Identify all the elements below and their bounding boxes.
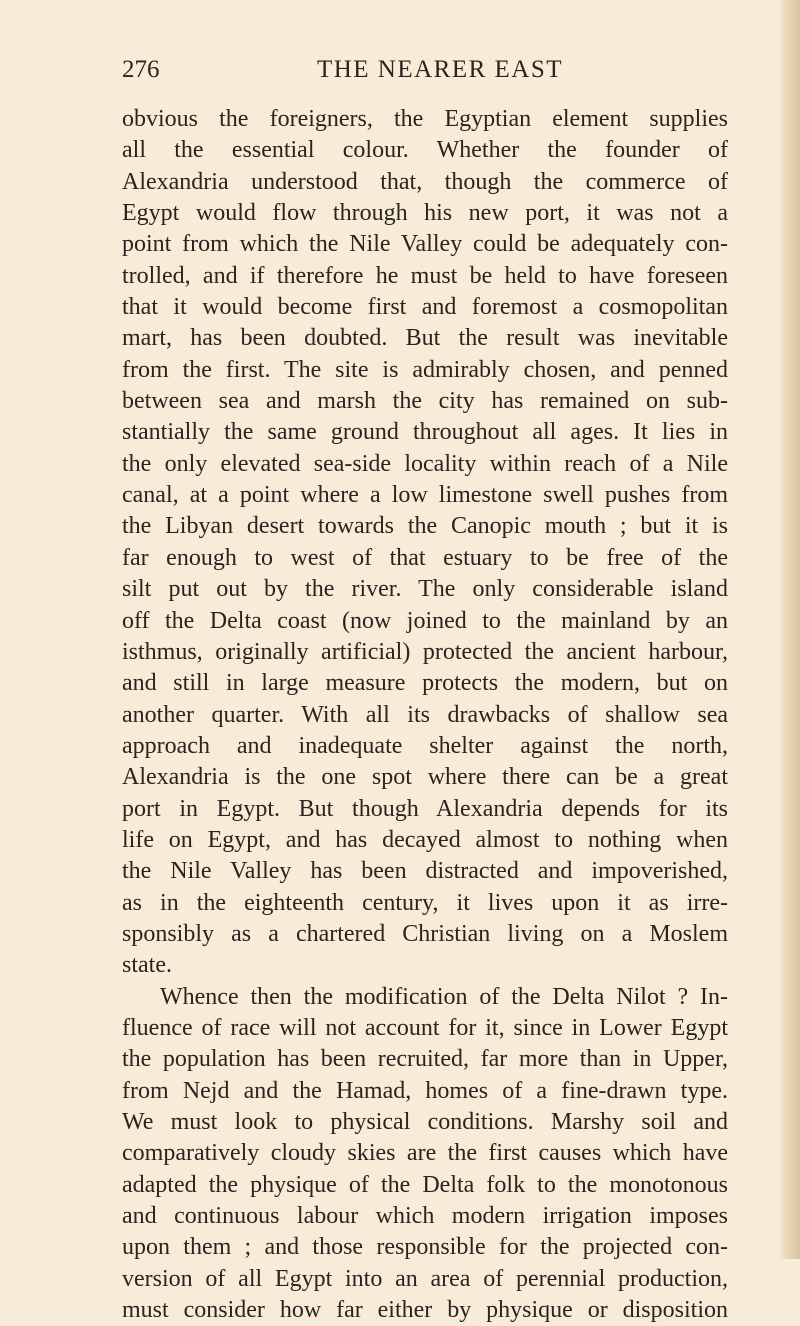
text-line: silt put out by the river. The only considerable island: [122, 576, 728, 603]
text-line: fluence of race will not account for it, since in Lower Egypt: [122, 1014, 728, 1041]
text-line: version of all Egypt into an area of perennial production,: [122, 1265, 728, 1292]
text-line: and still in large measure protects the modern, but on: [122, 670, 728, 697]
page-header: [122, 56, 728, 90]
text-line: the Libyan desert towards the Canopic mouth ; but it is: [122, 513, 728, 540]
text-line: trolled, and if therefore he must be held to have foreseen: [122, 262, 728, 289]
text-line: point from which the Nile Valley could be adequately con-: [122, 231, 728, 258]
text-line: off the Delta coast (now joined to the mainland by an: [122, 607, 728, 634]
text-line: between sea and marsh the city has remained on sub-: [122, 388, 728, 415]
text-line: We must look to physical conditions. Marshy soil and: [122, 1109, 728, 1135]
text-line: as in the eighteenth century, it lives upon it as irre-: [122, 889, 728, 916]
text-line: canal, at a point where a low limestone swell pushes from: [122, 482, 728, 509]
text-line: Whence then the modification of the Delta Nilot ? In-: [160, 983, 728, 1010]
text-line: life on Egypt, and has decayed almost to nothing when: [122, 826, 728, 853]
running-title: THE NEARER EAST: [316, 56, 564, 83]
text-line: comparatively cloudy skies are the first causes which have: [122, 1140, 728, 1167]
text-line: the Nile Valley has been distracted and impoverished,: [122, 858, 728, 885]
text-line: Egypt would flow through his new port, it was not a: [122, 200, 728, 227]
text-line: and continuous labour which modern irrigation imposes: [122, 1203, 728, 1230]
text-line: that it would become first and foremost a cosmopolitan: [122, 294, 728, 321]
text-line: Alexandria is the one spot where there can be a great: [122, 764, 728, 791]
text-line: upon them ; and those responsible for the projected con-: [122, 1234, 728, 1261]
text-line: stantially the same ground throughout all ages. It lies in: [122, 419, 728, 446]
text-line: port in Egypt. But though Alexandria depends for its: [122, 795, 728, 822]
text-line: adapted the physique of the Delta folk to the monotonous: [122, 1171, 728, 1198]
text-line: the population has been recruited, far more than in Upper,: [122, 1046, 728, 1073]
text-line: approach and inadequate shelter against the north,: [122, 732, 728, 759]
page-edge: [780, 0, 800, 1259]
text-line: far enough to west of that estuary to be free of the: [122, 544, 728, 571]
page-number: 276: [122, 56, 160, 83]
text-line: obvious the foreigners, the Egyptian element supplies: [122, 106, 728, 132]
text-line: from the first. The site is admirably chosen, and penned: [122, 356, 728, 383]
text-line: mart, has been doubted. But the result was inevitable: [122, 325, 728, 352]
text-line: must consider how far either by physique or disposition: [122, 1297, 728, 1324]
text-line: from Nejd and the Hamad, homes of a fine-drawn type.: [122, 1077, 728, 1104]
text-line: Alexandria understood that, though the commerce of: [122, 168, 728, 195]
text-line: another quarter. With all its drawbacks of shallow sea: [122, 701, 728, 728]
text-line: sponsibly as a chartered Christian living on a Moslem: [122, 920, 728, 947]
text-line: the only elevated sea-side locality within reach of a Nile: [122, 450, 728, 477]
text-line: all the essential colour. Whether the founder of: [122, 137, 728, 164]
text-line: isthmus, originally artificial) protected the ancient harbour,: [122, 638, 728, 665]
body-text: [122, 104, 728, 1326]
text-line: state.: [122, 952, 172, 979]
